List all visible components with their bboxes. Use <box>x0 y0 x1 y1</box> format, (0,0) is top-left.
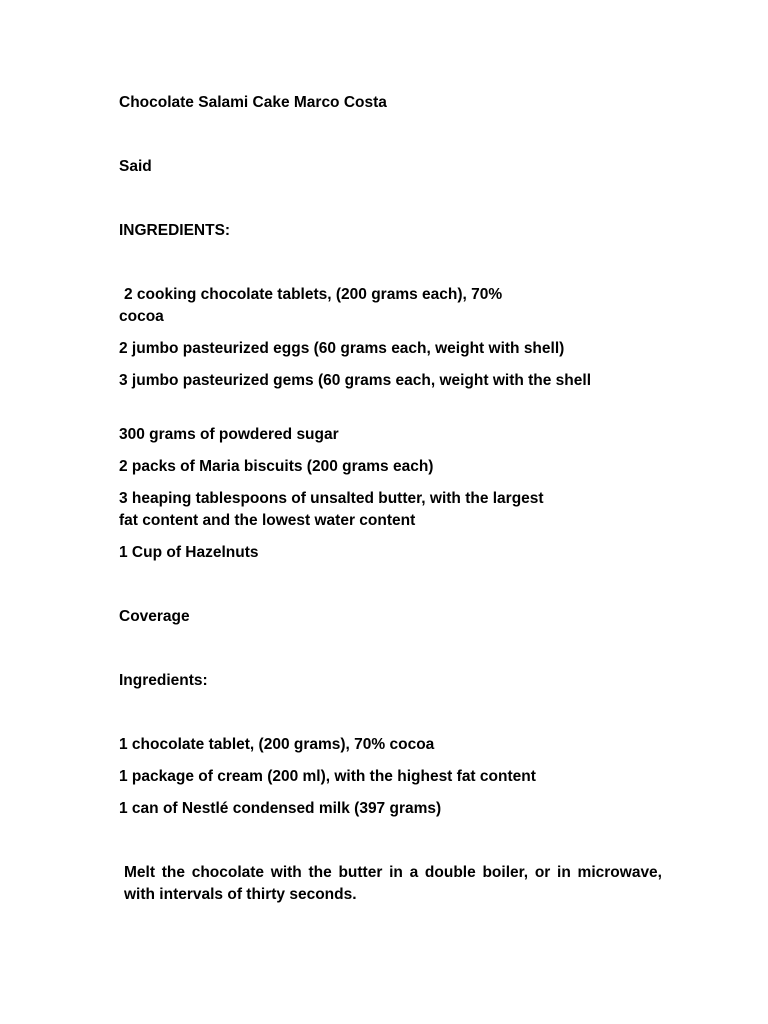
document-title: Chocolate Salami Cake Marco Costa <box>119 94 387 111</box>
coverage-ingredients-heading: Ingredients: <box>119 672 208 689</box>
ingredient-item-5: 2 packs of Maria biscuits (200 grams each) <box>119 458 434 475</box>
document-subtitle: Said <box>119 158 152 175</box>
ingredient-item-7: 1 Cup of Hazelnuts <box>119 544 259 561</box>
ingredient-item-3: 3 jumbo pasteurized gems (60 grams each, weight with the shell <box>119 372 592 389</box>
ingredient-item-6-line-1: 3 heaping tablespoons of unsalted butter, with the largest <box>119 490 544 507</box>
coverage-item-3: 1 can of Nestlé condensed milk (397 grams) <box>119 800 442 817</box>
ingredient-item-2: 2 jumbo pasteurized eggs (60 grams each, weight with shell) <box>119 340 565 357</box>
ingredient-item-4: 300 grams of powdered sugar <box>119 426 339 443</box>
ingredient-item-6-line-2: fat content and the lowest water content <box>119 512 416 529</box>
coverage-item-1: 1 chocolate tablet, (200 grams), 70% cocoa <box>119 736 435 753</box>
coverage-item-2: 1 package of cream (200 ml), with the highest fat content <box>119 768 536 785</box>
ingredients-heading: INGREDIENTS: <box>119 222 231 239</box>
instruction-step-1: Melt the chocolate with the butter in a double boiler, or in microwave, with intervals of thirty seconds. <box>124 864 662 903</box>
ingredient-item-1-line-2: cocoa <box>119 308 164 325</box>
ingredient-item-1-line-1: 2 cooking chocolate tablets, (200 grams each), 70% <box>124 286 503 303</box>
coverage-heading: Coverage <box>119 608 190 625</box>
